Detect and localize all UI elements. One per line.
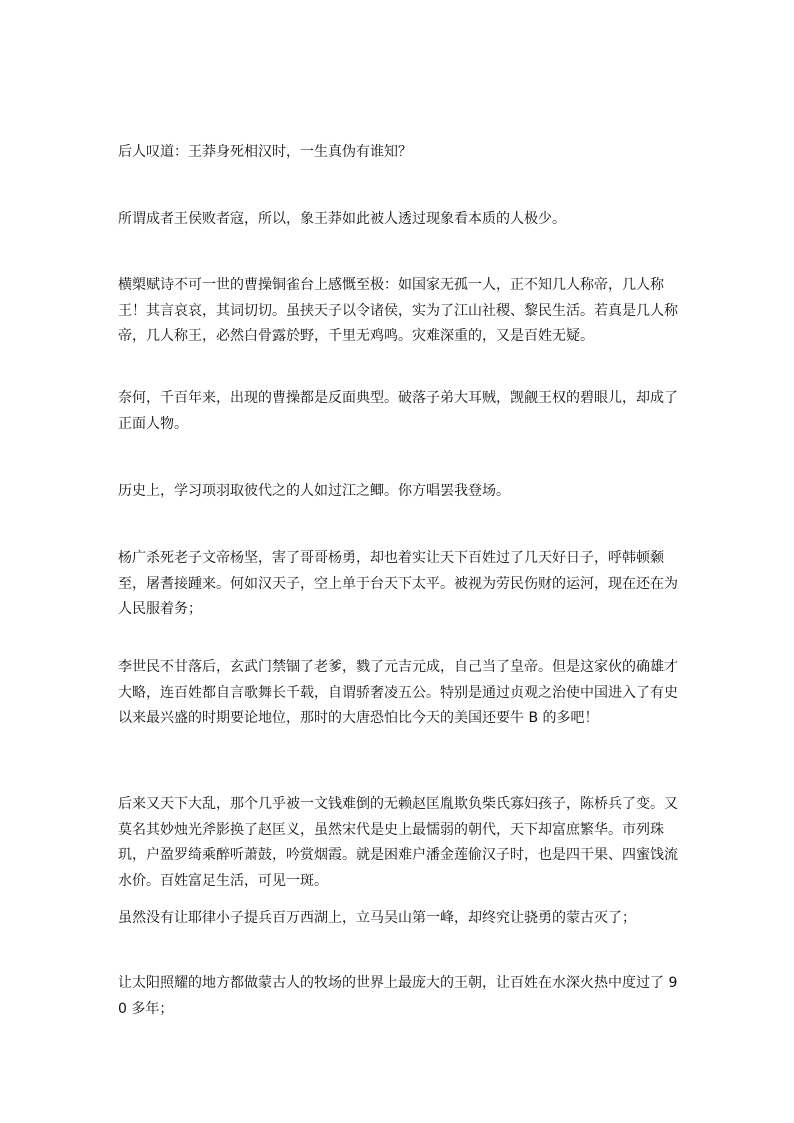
paragraph-6: 杨广杀死老子文帝杨坚，害了哥哥杨勇，却也着实让天下百姓过了几天好日子，呼韩顿颡至，屠耆接踵来。何如汉天子，空上单于台天下太平。被视为劳民伤财的运河，现在还在为人民服着务； — [118, 550, 678, 617]
paragraph-4: 奈何，千百年来，出现的曹操都是反面典型。破落子弟大耳贼，觊觎王权的碧眼儿，却成了正面人物。 — [118, 390, 678, 432]
paragraph-9: 虽然没有让耶律小子提兵百万西湖上，立马吴山第一峰，却终究让骁勇的蒙古灭了； — [118, 910, 636, 926]
paragraph-7: 李世民不甘落后，玄武门禁锢了老爹，戮了元吉元成，自己当了皇帝。但是这家伙的确雄才大略，连百姓都自言歌舞长千载，自谓骄奢凌五公。特别是通过贞观之治使中国进入了有史以来最兴盛的时期要论地位，那时的大唐恐怕比今天的美国还要牛 B 的多吧！ — [118, 659, 678, 726]
paragraph-2: 所谓成者王侯败者寇，所以，象王莽如此被人透过现象看本质的人极少。 — [118, 211, 566, 227]
paragraph-3: 横槊赋诗不可一世的曹操铜雀台上感慨至极：如国家无孤一人，正不知几人称帝，几人称王！其言哀哀，其词切切。虽挟天子以令诸侯，实为了江山社稷、黎民生活。若真是几人称帝，几人称王，必然白骨露於野，千里无鸡鸣。灾难深重的，又是百姓无疑。 — [118, 277, 678, 344]
paragraph-10: 让太阳照耀的地方都做蒙古人的牧场的世界上最庞大的王朝，让百姓在水深火热中度过了 90 多年； — [118, 975, 678, 1017]
paragraph-5: 历史上，学习项羽取彼代之的人如过江之鲫。你方唱罢我登场。 — [118, 483, 510, 499]
paragraph-8: 后来又天下大乱，那个几乎被一文钱难倒的无赖赵匡胤欺负柴氏寡妇孩子，陈桥兵了变。又莫名其妙烛光斧影换了赵匡义，虽然宋代是史上最懦弱的朝代，天下却富庶繁华。市列珠玑，户盈罗绮乘醉听萧鼓，吟赏烟霞。就是困难户潘金莲偷汉子时，也是四干果、四蜜饯流水价。百姓富足生活，可见一斑。 — [118, 796, 678, 889]
paragraph-1: 后人叹道：王莽身死相汉时，一生真伪有谁知？ — [118, 144, 412, 160]
